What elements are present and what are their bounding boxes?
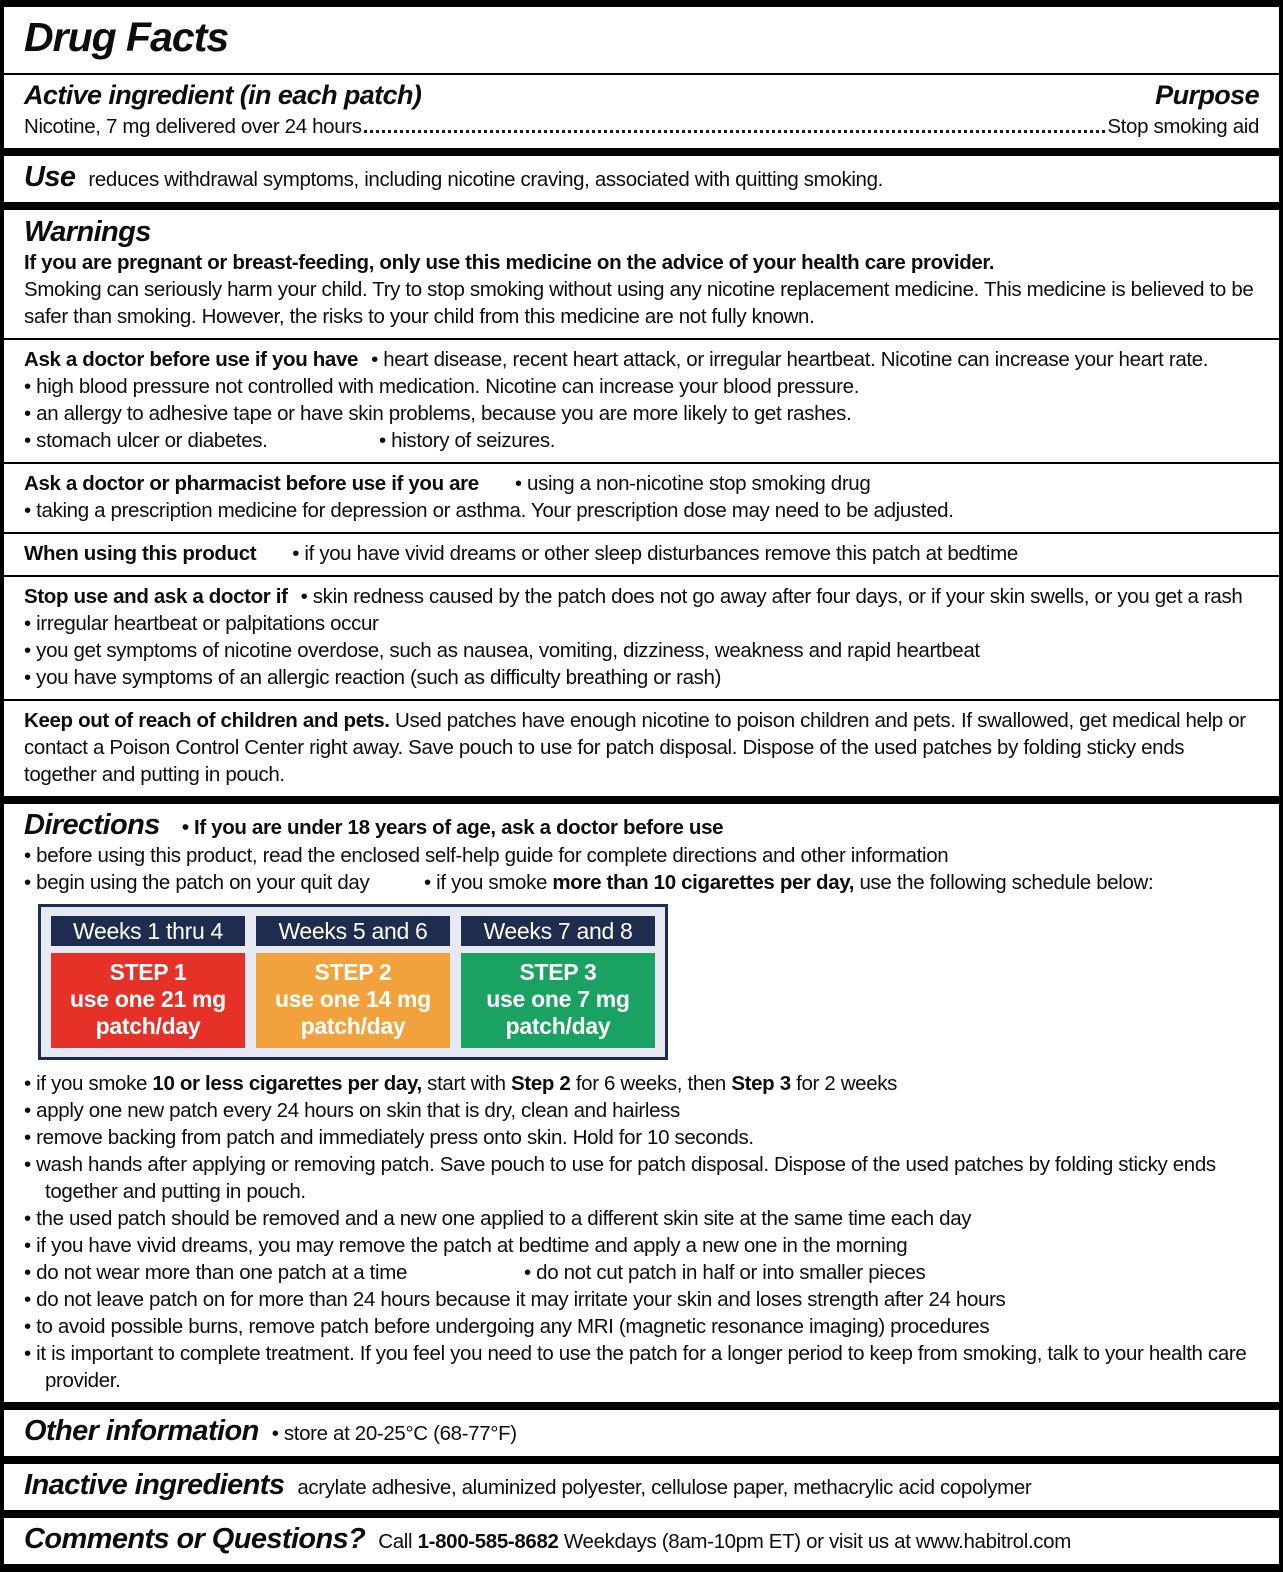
- directions-bullet: • it is important to complete treatment. If you feel you need to use the patch for a longer period to keep from smoking, talk to your health care provider.: [24, 1342, 1247, 1392]
- contact-text: Call 1-800-585-8682 Weekdays (8am-10pm ET) or visit us at www.habitrol.com: [378, 1530, 1071, 1553]
- purpose-value: Stop smoking aid: [1107, 115, 1259, 138]
- directions-bullet: • do not cut patch in half or into smaller pieces: [524, 1261, 926, 1284]
- ask-pharmacist-heading: Ask a doctor or pharmacist before use if you are: [24, 472, 479, 495]
- ask-doctor-bullet: • stomach ulcer or diabetes.: [24, 429, 268, 452]
- section-keep-out-of-reach: [4, 701, 1279, 796]
- section-when-using: [4, 534, 1279, 575]
- section-warnings: [4, 210, 1279, 338]
- section-ask-doctor: [4, 340, 1279, 462]
- ingredient-name: Nicotine, 7 mg delivered over 24 hours: [24, 115, 362, 138]
- dosing-schedule-table: [38, 904, 668, 1060]
- directions-bullet: • before using this product, read the enclosed self-help guide for complete directions and other information: [24, 844, 949, 867]
- ask-doctor-bullet: • high blood pressure not controlled with medication. Nicotine can increase your blood pressure.: [24, 375, 860, 398]
- other-information-heading: Other information: [24, 1415, 259, 1447]
- quit-day-bullet: • begin using the patch on your quit day: [24, 871, 370, 894]
- step-dose: use one 14 mg: [275, 986, 431, 1012]
- stop-use-bullet: • you have symptoms of an allergic reaction (such as difficulty breathing or rash): [24, 666, 722, 689]
- comments-questions-heading: Comments or Questions?: [24, 1523, 366, 1555]
- schedule-week-header: Weeks 1 thru 4: [51, 916, 245, 946]
- section-active-ingredient: [4, 75, 1279, 148]
- active-ingredient-heading: Active ingredient (in each patch): [24, 80, 422, 110]
- section-stop-use: [4, 577, 1279, 699]
- schedule-step-cell: [256, 953, 450, 1048]
- step-label: STEP 3: [519, 959, 597, 985]
- when-using-heading: When using this product: [24, 542, 257, 565]
- stop-use-bullet: • irregular heartbeat or palpitations occur: [24, 612, 379, 635]
- section-ask-pharmacist: [4, 464, 1279, 532]
- section-separator: [4, 1510, 1279, 1518]
- step-dose: use one 7 mg: [486, 986, 630, 1012]
- directions-heading: Directions: [24, 809, 160, 841]
- section-comments-questions: [4, 1518, 1279, 1564]
- when-using-lead: • if you have vivid dreams or other sleep disturbances remove this patch at bedtime: [292, 542, 1018, 565]
- section-use: [4, 156, 1279, 202]
- directions-bullet: • if you have vivid dreams, you may remove the patch at bedtime and apply a new one in the morning: [24, 1234, 908, 1257]
- directions-bullet: • apply one new patch every 24 hours on skin that is dry, clean and hairless: [24, 1099, 680, 1122]
- pregnancy-warning-body: Smoking can seriously harm your child. Try to stop smoking without using any nicotine replacement medicine. This medicine is believed to be safer than smoking. However, the risks to your child from this medicine are not fully known.: [24, 278, 1254, 328]
- ask-doctor-bullet: • history of seizures.: [379, 429, 556, 452]
- dotted-leader: [364, 130, 1106, 133]
- section-separator: [4, 202, 1279, 210]
- pregnancy-warning-bold: If you are pregnant or breast-feeding, only use this medicine on the advice of your health care provider.: [24, 251, 995, 274]
- ask-doctor-heading: Ask a doctor before use if you have: [24, 348, 359, 371]
- step-label: STEP 2: [314, 959, 392, 985]
- age-note: • If you are under 18 years of age, ask a doctor before use: [181, 816, 724, 839]
- warnings-heading: Warnings: [24, 216, 151, 248]
- stop-use-heading: Stop use and ask a doctor if: [24, 585, 288, 608]
- storage-text: • store at 20-25°C (68-77°F): [271, 1422, 517, 1445]
- step-frequency: patch/day: [300, 1013, 406, 1039]
- step-frequency: patch/day: [95, 1013, 201, 1039]
- schedule-week-header: Weeks 5 and 6: [256, 916, 450, 946]
- schedule-step-cell: [51, 953, 245, 1048]
- stop-use-bullet: • you get symptoms of nicotine overdose, such as nausea, vomiting, dizziness, weakness and rapid heartbeat: [24, 639, 980, 662]
- section-other-information: [4, 1410, 1279, 1456]
- directions-bullet: • do not wear more than one patch at a time: [24, 1261, 407, 1284]
- schedule-week-header: Weeks 7 and 8: [461, 916, 655, 946]
- section-directions: [4, 804, 1279, 1402]
- section-separator: [4, 148, 1279, 156]
- use-heading: Use: [24, 161, 76, 193]
- section-separator: [4, 1402, 1279, 1410]
- step-label: STEP 1: [109, 959, 187, 985]
- ask-doctor-lead: • heart disease, recent heart attack, or irregular heartbeat. Nicotine can increase your heart rate.: [371, 348, 1209, 371]
- section-separator: [4, 796, 1279, 804]
- directions-bullet: • the used patch should be removed and a new one applied to a different skin site at the same time each day: [24, 1207, 972, 1230]
- purpose-heading: Purpose: [1155, 80, 1259, 110]
- ask-pharmacist-bullet: • taking a prescription medicine for depression or asthma. Your prescription dose may need to be adjusted.: [24, 499, 954, 522]
- ask-pharmacist-lead: • using a non-nicotine stop smoking drug: [514, 472, 871, 495]
- ask-doctor-bullet: • an allergy to adhesive tape or have skin problems, because you are more likely to get rashes.: [24, 402, 852, 425]
- directions-bullet: • do not leave patch on for more than 24 hours because it may irritate your skin and loses strength after 24 hours: [24, 1288, 1006, 1311]
- step-dose: use one 21 mg: [70, 986, 226, 1012]
- inactive-ingredients-heading: Inactive ingredients: [24, 1469, 285, 1501]
- directions-bullet: • if you smoke 10 or less cigarettes per day, start with Step 2 for 6 weeks, then Step 3 for 2 weeks: [24, 1072, 898, 1095]
- section-separator: [4, 1456, 1279, 1464]
- stop-use-lead: • skin redness caused by the patch does not go away after four days, or if your skin swells, or you get a rash: [300, 585, 1243, 608]
- schedule-step-cell: [461, 953, 655, 1048]
- section-title: [4, 7, 1279, 73]
- use-text: reduces withdrawal symptoms, including nicotine craving, associated with quitting smoking.: [88, 168, 883, 191]
- directions-bullet: • wash hands after applying or removing patch. Save pouch to use for patch disposal. Dispose of the used patches by folding sticky ends together and putting in pouch.: [24, 1153, 1216, 1203]
- directions-bullet: • remove backing from patch and immediately press onto skin. Hold for 10 seconds.: [24, 1126, 754, 1149]
- keep-out-paragraph: Keep out of reach of children and pets. Used patches have enough nicotine to poison children and pets. If swallowed, get medical help or contact a Poison Control Center right away. Save pouch to use for patch disposal. Dispose of the used patches by folding sticky ends together and putting in pouch.: [24, 709, 1246, 786]
- directions-bullet: • to avoid possible burns, remove patch before undergoing any MRI (magnetic resonance imaging) procedures: [24, 1315, 990, 1338]
- smoke-more-bullet: • if you smoke more than 10 cigarettes per day, use the following schedule below:: [424, 871, 1154, 894]
- inactive-ingredients-text: acrylate adhesive, aluminized polyester, cellulose paper, methacrylic acid copolymer: [297, 1476, 1032, 1499]
- page-title: Drug Facts: [24, 14, 229, 60]
- step-frequency: patch/day: [505, 1013, 611, 1039]
